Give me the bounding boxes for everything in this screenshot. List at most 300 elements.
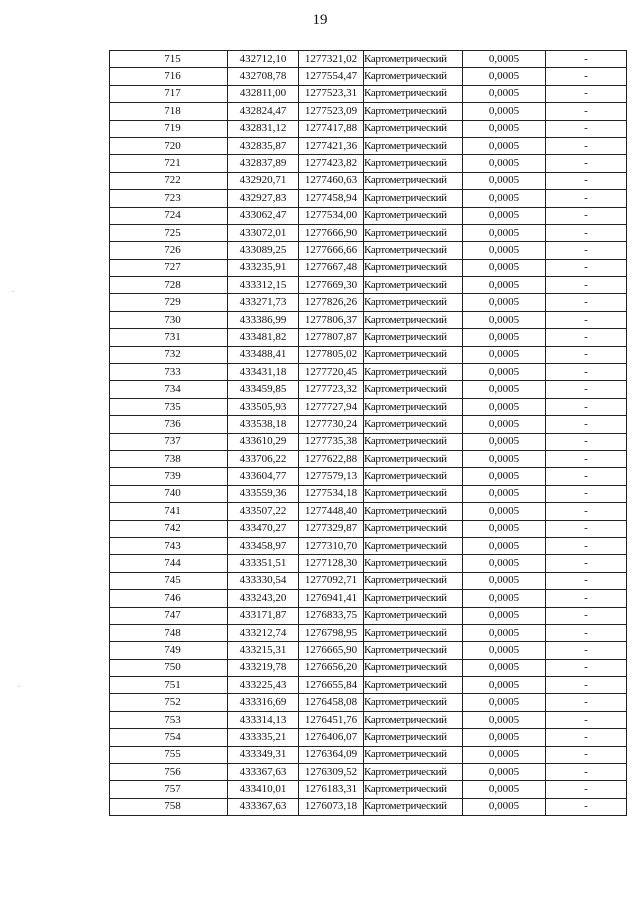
- table-row: [110, 729, 627, 746]
- table-row: [110, 590, 627, 607]
- description-cell: -: [546, 311, 627, 328]
- description-cell: -: [546, 294, 627, 311]
- table-row: [110, 137, 627, 154]
- table-row: [110, 364, 627, 381]
- point-number-cell: 749: [110, 642, 228, 659]
- table-row: [110, 381, 627, 398]
- y-coordinate-cell: 1277092,71: [299, 572, 364, 589]
- y-coordinate-cell: 1277806,37: [299, 311, 364, 328]
- x-coordinate-cell: 433470,27: [228, 520, 299, 537]
- y-coordinate-cell: 1277448,40: [299, 503, 364, 520]
- y-coordinate-cell: 1276941,41: [299, 590, 364, 607]
- y-coordinate-cell: 1276656,20: [299, 659, 364, 676]
- accuracy-cell: 0,0005: [463, 155, 546, 172]
- y-coordinate-cell: 1276833,75: [299, 607, 364, 624]
- description-cell: -: [546, 190, 627, 207]
- point-number-cell: 746: [110, 590, 228, 607]
- x-coordinate-cell: 433215,31: [228, 642, 299, 659]
- point-number-cell: 757: [110, 781, 228, 798]
- point-number-cell: 724: [110, 207, 228, 224]
- accuracy-cell: 0,0005: [463, 555, 546, 572]
- description-cell: -: [546, 468, 627, 485]
- point-number-cell: 750: [110, 659, 228, 676]
- table-row: [110, 329, 627, 346]
- x-coordinate-cell: 432811,00: [228, 85, 299, 102]
- x-coordinate-cell: 433604,77: [228, 468, 299, 485]
- method-cell: Картометрический: [364, 120, 463, 137]
- accuracy-cell: 0,0005: [463, 537, 546, 554]
- accuracy-cell: 0,0005: [463, 85, 546, 102]
- table-row: [110, 781, 627, 798]
- x-coordinate-cell: 432927,83: [228, 190, 299, 207]
- y-coordinate-cell: 1277460,63: [299, 172, 364, 189]
- accuracy-cell: 0,0005: [463, 190, 546, 207]
- y-coordinate-cell: 1277666,90: [299, 224, 364, 241]
- table-row: [110, 416, 627, 433]
- description-cell: -: [546, 764, 627, 781]
- method-cell: Картометрический: [364, 68, 463, 85]
- x-coordinate-cell: 432920,71: [228, 172, 299, 189]
- x-coordinate-cell: 432712,10: [228, 51, 299, 68]
- description-cell: -: [546, 746, 627, 763]
- description-cell: -: [546, 207, 627, 224]
- y-coordinate-cell: 1277622,88: [299, 450, 364, 467]
- point-number-cell: 747: [110, 607, 228, 624]
- accuracy-cell: 0,0005: [463, 590, 546, 607]
- x-coordinate-cell: 433219,78: [228, 659, 299, 676]
- y-coordinate-cell: 1276798,95: [299, 624, 364, 641]
- margin-dot: .: [12, 285, 14, 294]
- y-coordinate-cell: 1277423,82: [299, 155, 364, 172]
- accuracy-cell: 0,0005: [463, 259, 546, 276]
- description-cell: -: [546, 346, 627, 363]
- method-cell: Картометрический: [364, 642, 463, 659]
- table-row: [110, 659, 627, 676]
- method-cell: Картометрический: [364, 677, 463, 694]
- y-coordinate-cell: 1277310,70: [299, 537, 364, 554]
- table-row: [110, 51, 627, 68]
- x-coordinate-cell: 433505,93: [228, 398, 299, 415]
- table-row: [110, 68, 627, 85]
- accuracy-cell: 0,0005: [463, 764, 546, 781]
- point-number-cell: 738: [110, 450, 228, 467]
- x-coordinate-cell: 432831,12: [228, 120, 299, 137]
- accuracy-cell: 0,0005: [463, 468, 546, 485]
- description-cell: -: [546, 277, 627, 294]
- accuracy-cell: 0,0005: [463, 416, 546, 433]
- method-cell: Картометрический: [364, 381, 463, 398]
- method-cell: Картометрический: [364, 224, 463, 241]
- description-cell: -: [546, 68, 627, 85]
- accuracy-cell: 0,0005: [463, 398, 546, 415]
- description-cell: -: [546, 398, 627, 415]
- method-cell: Картометрический: [364, 798, 463, 815]
- x-coordinate-cell: 433431,18: [228, 364, 299, 381]
- point-number-cell: 745: [110, 572, 228, 589]
- accuracy-cell: 0,0005: [463, 659, 546, 676]
- table-row: [110, 520, 627, 537]
- accuracy-cell: 0,0005: [463, 137, 546, 154]
- y-coordinate-cell: 1277417,88: [299, 120, 364, 137]
- point-number-cell: 740: [110, 485, 228, 502]
- description-cell: -: [546, 120, 627, 137]
- table-row: [110, 485, 627, 502]
- description-cell: -: [546, 485, 627, 502]
- point-number-cell: 736: [110, 416, 228, 433]
- table-row: [110, 572, 627, 589]
- y-coordinate-cell: 1277421,36: [299, 137, 364, 154]
- accuracy-cell: 0,0005: [463, 68, 546, 85]
- method-cell: Картометрический: [364, 485, 463, 502]
- method-cell: Картометрический: [364, 190, 463, 207]
- method-cell: Картометрический: [364, 311, 463, 328]
- accuracy-cell: 0,0005: [463, 781, 546, 798]
- accuracy-cell: 0,0005: [463, 694, 546, 711]
- method-cell: Картометрический: [364, 259, 463, 276]
- method-cell: Картометрический: [364, 781, 463, 798]
- point-number-cell: 728: [110, 277, 228, 294]
- x-coordinate-cell: 433314,13: [228, 711, 299, 728]
- table-row: [110, 207, 627, 224]
- point-number-cell: 734: [110, 381, 228, 398]
- y-coordinate-cell: 1277579,13: [299, 468, 364, 485]
- point-number-cell: 727: [110, 259, 228, 276]
- point-number-cell: 744: [110, 555, 228, 572]
- table-row: [110, 155, 627, 172]
- point-number-cell: 729: [110, 294, 228, 311]
- description-cell: -: [546, 798, 627, 815]
- description-cell: -: [546, 85, 627, 102]
- description-cell: -: [546, 590, 627, 607]
- method-cell: Картометрический: [364, 329, 463, 346]
- point-number-cell: 755: [110, 746, 228, 763]
- accuracy-cell: 0,0005: [463, 485, 546, 502]
- table-row: [110, 277, 627, 294]
- point-number-cell: 732: [110, 346, 228, 363]
- y-coordinate-cell: 1277667,48: [299, 259, 364, 276]
- method-cell: Картометрический: [364, 764, 463, 781]
- table-row: [110, 468, 627, 485]
- method-cell: Картометрический: [364, 398, 463, 415]
- accuracy-cell: 0,0005: [463, 729, 546, 746]
- x-coordinate-cell: 433507,22: [228, 503, 299, 520]
- accuracy-cell: 0,0005: [463, 433, 546, 450]
- accuracy-cell: 0,0005: [463, 746, 546, 763]
- description-cell: -: [546, 137, 627, 154]
- accuracy-cell: 0,0005: [463, 207, 546, 224]
- y-coordinate-cell: 1277727,94: [299, 398, 364, 415]
- description-cell: -: [546, 642, 627, 659]
- table-row: [110, 450, 627, 467]
- accuracy-cell: 0,0005: [463, 798, 546, 815]
- coordinates-table: [109, 50, 627, 816]
- point-number-cell: 720: [110, 137, 228, 154]
- point-number-cell: 743: [110, 537, 228, 554]
- table-row: [110, 398, 627, 415]
- description-cell: -: [546, 607, 627, 624]
- y-coordinate-cell: 1277128,30: [299, 555, 364, 572]
- method-cell: Картометрический: [364, 729, 463, 746]
- y-coordinate-cell: 1277329,87: [299, 520, 364, 537]
- table-row: [110, 224, 627, 241]
- x-coordinate-cell: 433410,01: [228, 781, 299, 798]
- y-coordinate-cell: 1277826,26: [299, 294, 364, 311]
- table-row: [110, 798, 627, 815]
- point-number-cell: 742: [110, 520, 228, 537]
- x-coordinate-cell: 433458,97: [228, 537, 299, 554]
- description-cell: -: [546, 155, 627, 172]
- x-coordinate-cell: 432837,89: [228, 155, 299, 172]
- method-cell: Картометрический: [364, 659, 463, 676]
- description-cell: -: [546, 433, 627, 450]
- description-cell: -: [546, 103, 627, 120]
- description-cell: -: [546, 555, 627, 572]
- y-coordinate-cell: 1276451,76: [299, 711, 364, 728]
- y-coordinate-cell: 1277534,18: [299, 485, 364, 502]
- y-coordinate-cell: 1277723,32: [299, 381, 364, 398]
- x-coordinate-cell: 432824,47: [228, 103, 299, 120]
- table-row: [110, 694, 627, 711]
- method-cell: Картометрический: [364, 242, 463, 259]
- description-cell: -: [546, 224, 627, 241]
- accuracy-cell: 0,0005: [463, 607, 546, 624]
- x-coordinate-cell: 433538,18: [228, 416, 299, 433]
- accuracy-cell: 0,0005: [463, 172, 546, 189]
- accuracy-cell: 0,0005: [463, 329, 546, 346]
- table-row: [110, 190, 627, 207]
- x-coordinate-cell: 433335,21: [228, 729, 299, 746]
- method-cell: Картометрический: [364, 433, 463, 450]
- point-number-cell: 754: [110, 729, 228, 746]
- method-cell: Картометрический: [364, 416, 463, 433]
- table-row: [110, 537, 627, 554]
- table-row: [110, 624, 627, 641]
- table-row: [110, 677, 627, 694]
- method-cell: Картометрический: [364, 277, 463, 294]
- description-cell: -: [546, 572, 627, 589]
- accuracy-cell: 0,0005: [463, 520, 546, 537]
- y-coordinate-cell: 1277458,94: [299, 190, 364, 207]
- description-cell: -: [546, 364, 627, 381]
- description-cell: -: [546, 51, 627, 68]
- method-cell: Картометрический: [364, 103, 463, 120]
- description-cell: -: [546, 450, 627, 467]
- x-coordinate-cell: 433316,69: [228, 694, 299, 711]
- accuracy-cell: 0,0005: [463, 242, 546, 259]
- x-coordinate-cell: 433330,54: [228, 572, 299, 589]
- y-coordinate-cell: 1277554,47: [299, 68, 364, 85]
- accuracy-cell: 0,0005: [463, 503, 546, 520]
- point-number-cell: 717: [110, 85, 228, 102]
- point-number-cell: 737: [110, 433, 228, 450]
- method-cell: Картометрический: [364, 468, 463, 485]
- method-cell: Картометрический: [364, 607, 463, 624]
- table-row: [110, 103, 627, 120]
- x-coordinate-cell: 433481,82: [228, 329, 299, 346]
- accuracy-cell: 0,0005: [463, 642, 546, 659]
- point-number-cell: 733: [110, 364, 228, 381]
- y-coordinate-cell: 1277669,30: [299, 277, 364, 294]
- table-row: [110, 503, 627, 520]
- table-row: [110, 85, 627, 102]
- description-cell: -: [546, 677, 627, 694]
- method-cell: Картометрический: [364, 294, 463, 311]
- description-cell: -: [546, 781, 627, 798]
- x-coordinate-cell: 432835,87: [228, 137, 299, 154]
- method-cell: Картометрический: [364, 346, 463, 363]
- accuracy-cell: 0,0005: [463, 450, 546, 467]
- point-number-cell: 731: [110, 329, 228, 346]
- accuracy-cell: 0,0005: [463, 381, 546, 398]
- x-coordinate-cell: 433062,47: [228, 207, 299, 224]
- method-cell: Картометрический: [364, 590, 463, 607]
- y-coordinate-cell: 1276655,84: [299, 677, 364, 694]
- table-row: [110, 242, 627, 259]
- x-coordinate-cell: 433610,29: [228, 433, 299, 450]
- y-coordinate-cell: 1277523,31: [299, 85, 364, 102]
- x-coordinate-cell: 433235,91: [228, 259, 299, 276]
- accuracy-cell: 0,0005: [463, 572, 546, 589]
- point-number-cell: 723: [110, 190, 228, 207]
- x-coordinate-cell: 433349,31: [228, 746, 299, 763]
- description-cell: -: [546, 729, 627, 746]
- method-cell: Картометрический: [364, 555, 463, 572]
- y-coordinate-cell: 1277730,24: [299, 416, 364, 433]
- table-row: [110, 555, 627, 572]
- method-cell: Картометрический: [364, 207, 463, 224]
- y-coordinate-cell: 1277805,02: [299, 346, 364, 363]
- y-coordinate-cell: 1277807,87: [299, 329, 364, 346]
- accuracy-cell: 0,0005: [463, 51, 546, 68]
- accuracy-cell: 0,0005: [463, 311, 546, 328]
- method-cell: Картометрический: [364, 572, 463, 589]
- description-cell: -: [546, 242, 627, 259]
- method-cell: Картометрический: [364, 137, 463, 154]
- y-coordinate-cell: 1277720,45: [299, 364, 364, 381]
- point-number-cell: 730: [110, 311, 228, 328]
- x-coordinate-cell: 433706,22: [228, 450, 299, 467]
- description-cell: -: [546, 329, 627, 346]
- y-coordinate-cell: 1276073,18: [299, 798, 364, 815]
- y-coordinate-cell: 1277735,38: [299, 433, 364, 450]
- table-row: [110, 746, 627, 763]
- accuracy-cell: 0,0005: [463, 224, 546, 241]
- point-number-cell: 721: [110, 155, 228, 172]
- x-coordinate-cell: 433351,51: [228, 555, 299, 572]
- y-coordinate-cell: 1277534,00: [299, 207, 364, 224]
- table-row: [110, 120, 627, 137]
- accuracy-cell: 0,0005: [463, 711, 546, 728]
- point-number-cell: 739: [110, 468, 228, 485]
- x-coordinate-cell: 433559,36: [228, 485, 299, 502]
- accuracy-cell: 0,0005: [463, 346, 546, 363]
- point-number-cell: 715: [110, 51, 228, 68]
- point-number-cell: 716: [110, 68, 228, 85]
- table-row: [110, 259, 627, 276]
- x-coordinate-cell: 433312,15: [228, 277, 299, 294]
- y-coordinate-cell: 1276364,09: [299, 746, 364, 763]
- table-row: [110, 294, 627, 311]
- x-coordinate-cell: 433212,74: [228, 624, 299, 641]
- method-cell: Картометрический: [364, 711, 463, 728]
- y-coordinate-cell: 1276665,90: [299, 642, 364, 659]
- coordinates-table-body: [110, 51, 627, 816]
- margin-dot: .: [18, 680, 20, 689]
- method-cell: Картометрический: [364, 51, 463, 68]
- point-number-cell: 752: [110, 694, 228, 711]
- method-cell: Картометрический: [364, 364, 463, 381]
- table-row: [110, 346, 627, 363]
- y-coordinate-cell: 1277321,02: [299, 51, 364, 68]
- x-coordinate-cell: 433488,41: [228, 346, 299, 363]
- table-row: [110, 711, 627, 728]
- x-coordinate-cell: 433171,87: [228, 607, 299, 624]
- y-coordinate-cell: 1276406,07: [299, 729, 364, 746]
- point-number-cell: 719: [110, 120, 228, 137]
- description-cell: -: [546, 259, 627, 276]
- y-coordinate-cell: 1276309,52: [299, 764, 364, 781]
- point-number-cell: 735: [110, 398, 228, 415]
- description-cell: -: [546, 694, 627, 711]
- x-coordinate-cell: 433089,25: [228, 242, 299, 259]
- x-coordinate-cell: 433072,01: [228, 224, 299, 241]
- accuracy-cell: 0,0005: [463, 120, 546, 137]
- method-cell: Картометрический: [364, 155, 463, 172]
- table-row: [110, 172, 627, 189]
- accuracy-cell: 0,0005: [463, 277, 546, 294]
- x-coordinate-cell: 432708,78: [228, 68, 299, 85]
- method-cell: Картометрический: [364, 624, 463, 641]
- method-cell: Картометрический: [364, 85, 463, 102]
- description-cell: -: [546, 381, 627, 398]
- x-coordinate-cell: 433243,20: [228, 590, 299, 607]
- accuracy-cell: 0,0005: [463, 103, 546, 120]
- method-cell: Картометрический: [364, 450, 463, 467]
- table-row: [110, 311, 627, 328]
- point-number-cell: 753: [110, 711, 228, 728]
- method-cell: Картометрический: [364, 537, 463, 554]
- x-coordinate-cell: 433225,43: [228, 677, 299, 694]
- point-number-cell: 741: [110, 503, 228, 520]
- point-number-cell: 726: [110, 242, 228, 259]
- description-cell: -: [546, 503, 627, 520]
- y-coordinate-cell: 1276183,31: [299, 781, 364, 798]
- x-coordinate-cell: 433271,73: [228, 294, 299, 311]
- accuracy-cell: 0,0005: [463, 624, 546, 641]
- page-number: 19: [312, 12, 328, 28]
- description-cell: -: [546, 537, 627, 554]
- accuracy-cell: 0,0005: [463, 677, 546, 694]
- description-cell: -: [546, 520, 627, 537]
- description-cell: -: [546, 711, 627, 728]
- point-number-cell: 722: [110, 172, 228, 189]
- description-cell: -: [546, 416, 627, 433]
- x-coordinate-cell: 433459,85: [228, 381, 299, 398]
- y-coordinate-cell: 1277666,66: [299, 242, 364, 259]
- method-cell: Картометрический: [364, 520, 463, 537]
- y-coordinate-cell: 1276458,08: [299, 694, 364, 711]
- description-cell: -: [546, 624, 627, 641]
- description-cell: -: [546, 659, 627, 676]
- point-number-cell: 748: [110, 624, 228, 641]
- table-row: [110, 607, 627, 624]
- x-coordinate-cell: 433367,63: [228, 764, 299, 781]
- description-cell: -: [546, 172, 627, 189]
- point-number-cell: 725: [110, 224, 228, 241]
- y-coordinate-cell: 1277523,09: [299, 103, 364, 120]
- point-number-cell: 718: [110, 103, 228, 120]
- method-cell: Картометрический: [364, 503, 463, 520]
